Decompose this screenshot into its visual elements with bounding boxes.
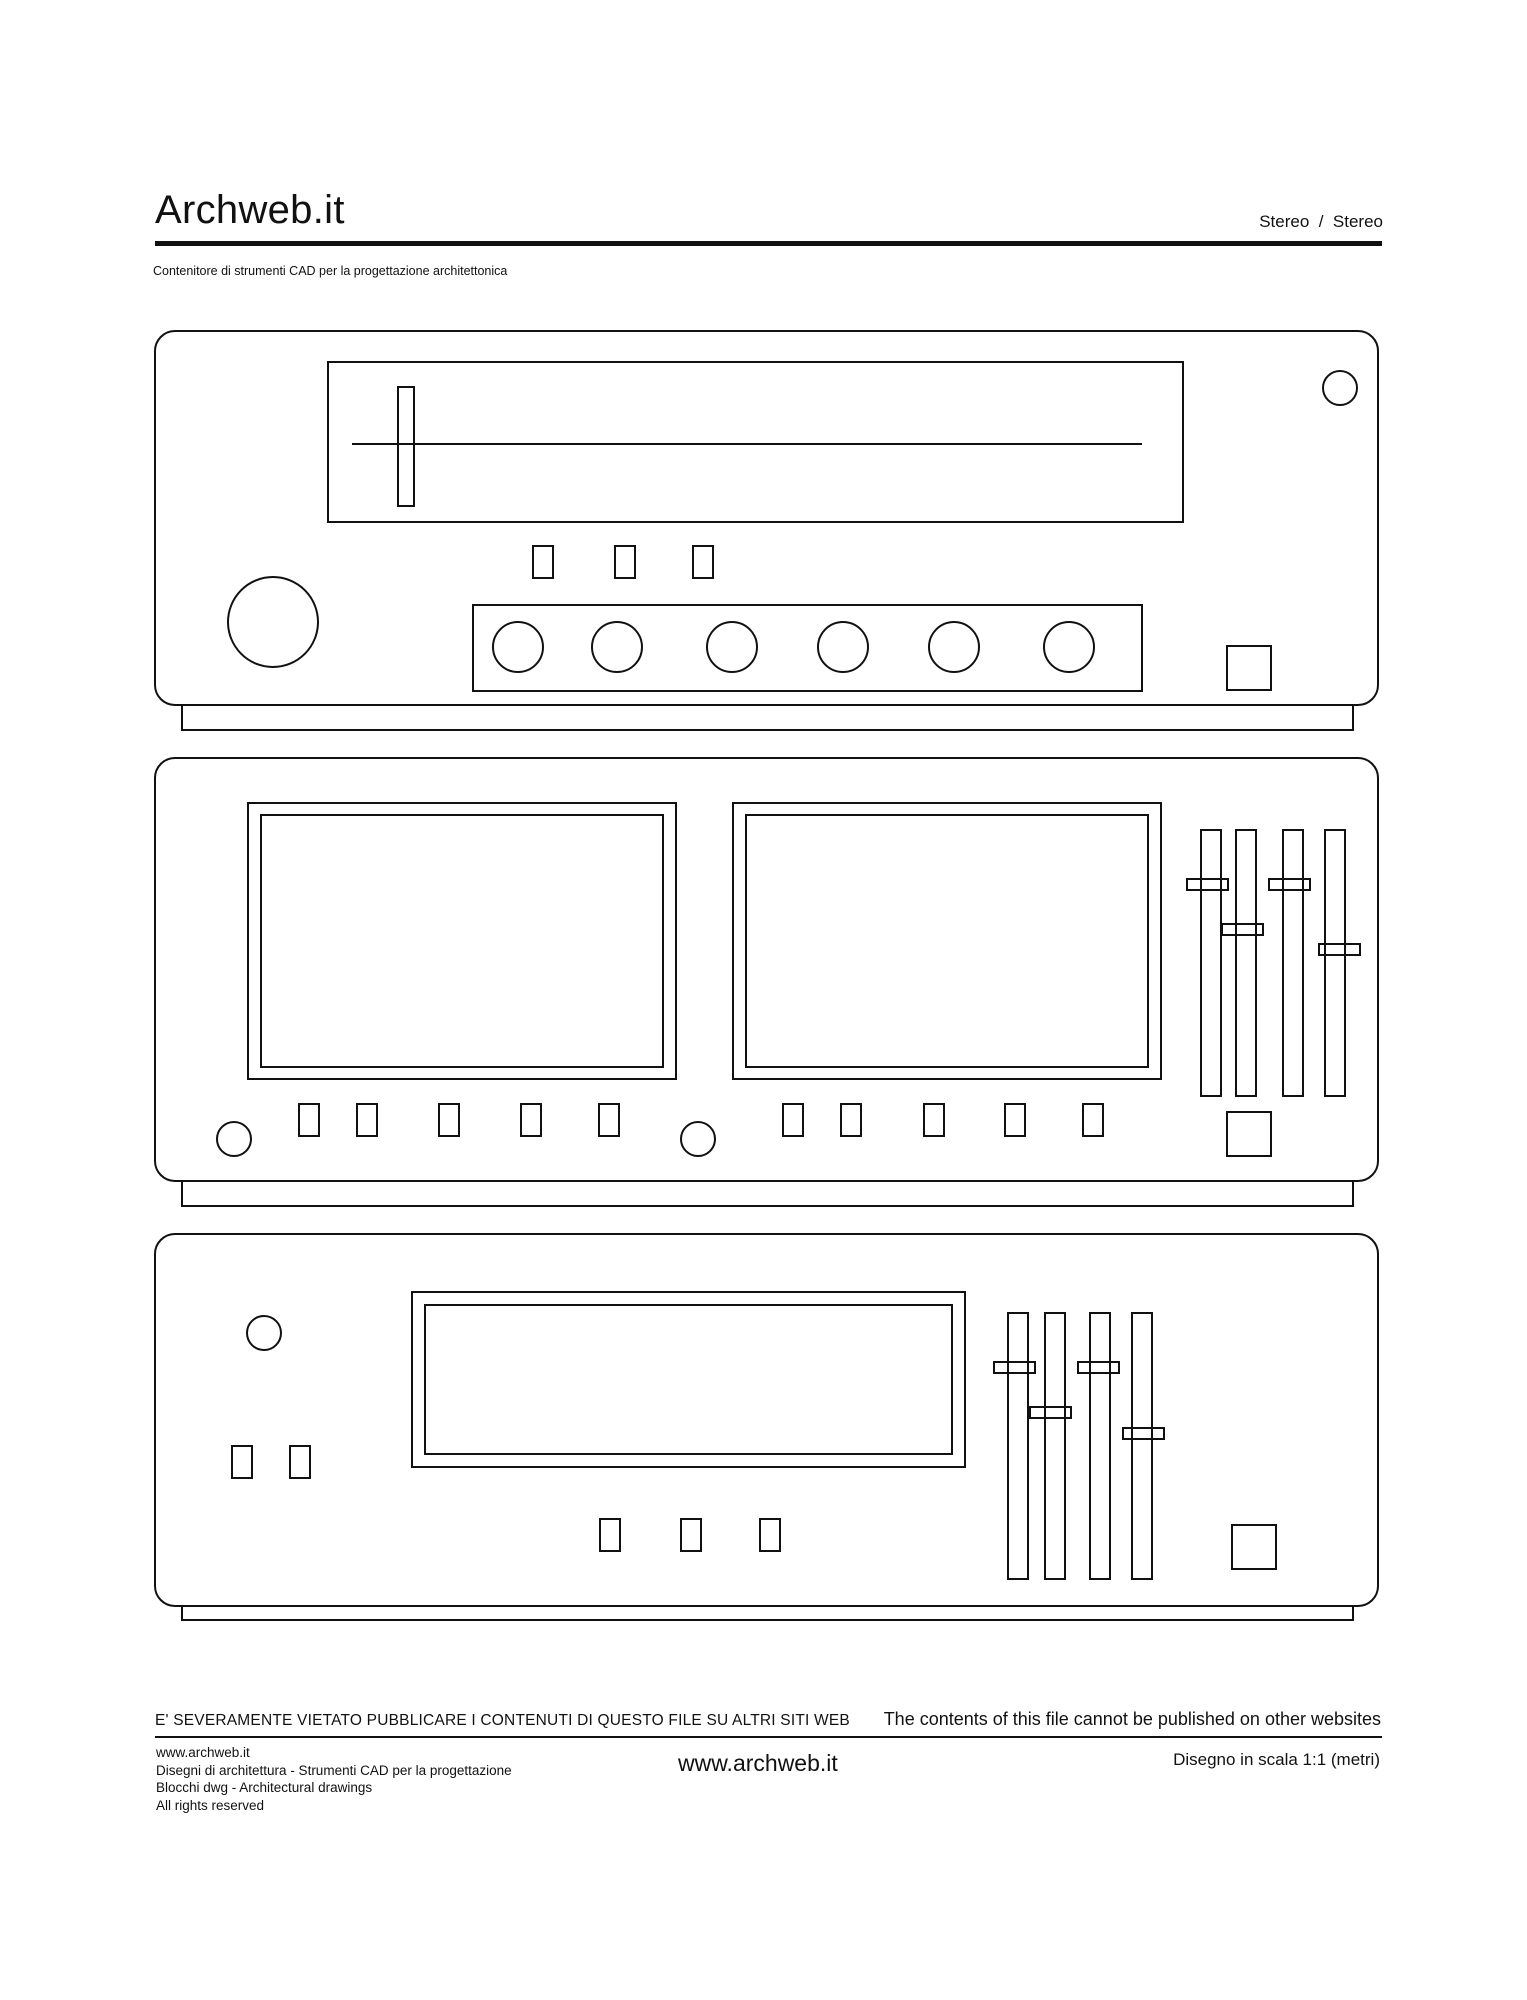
deck-b-window <box>746 815 1148 1067</box>
deck-b-button <box>841 1104 861 1136</box>
amplifier-button <box>290 1446 310 1478</box>
tuner-knob <box>818 622 868 672</box>
deck-slider-track <box>1283 830 1303 1096</box>
tuner-tuning-knob <box>228 577 318 667</box>
tuner-preset-button <box>693 546 713 578</box>
amp-slider-knob <box>1078 1362 1119 1373</box>
tuner-body <box>155 331 1378 705</box>
amplifier-square-button <box>1232 1525 1276 1569</box>
deck-a-outer <box>248 803 676 1079</box>
tagline: Contenitore di strumenti CAD per la progettazione architettonica <box>153 264 508 278</box>
deck-a-button <box>599 1104 619 1136</box>
brand-logo: Archweb.it <box>155 188 345 232</box>
tuner-preset-button <box>533 546 553 578</box>
deck-b-button <box>924 1104 944 1136</box>
amplifier-button <box>681 1519 701 1551</box>
tuner-square-button <box>1227 646 1271 690</box>
cassette-deck-unit <box>155 758 1378 1181</box>
amp-slider-track <box>1008 1313 1028 1579</box>
tuner-power-led <box>1323 371 1357 405</box>
amplifier-button <box>760 1519 780 1551</box>
spacer-plate <box>182 705 1353 730</box>
deck-b-outer <box>733 803 1161 1079</box>
credits-line: Disegni di architettura - Strumenti CAD per la progettazione <box>156 1762 512 1778</box>
amp-slider-knob <box>1123 1428 1164 1439</box>
tuner-preset-button <box>615 546 635 578</box>
deck-b-button <box>783 1104 803 1136</box>
tuner-knob <box>493 622 543 672</box>
tuner-knob <box>707 622 757 672</box>
credits-line: www.archweb.it <box>156 1745 250 1760</box>
deck-b-button <box>1083 1104 1103 1136</box>
deck-b-button <box>1005 1104 1025 1136</box>
tuner-knob <box>1044 622 1094 672</box>
warning-english: The contents of this file cannot be published on other websites <box>883 1709 1381 1729</box>
drawing-category: Stereo / Stereo <box>1259 212 1383 231</box>
amplifier-display <box>425 1305 952 1454</box>
deck-a-button <box>439 1104 459 1136</box>
deck-a-button <box>357 1104 377 1136</box>
deck-square-button <box>1227 1112 1271 1156</box>
website-link[interactable]: www.archweb.it <box>678 1750 838 1776</box>
amplifier-button <box>232 1446 252 1478</box>
credits-line: Blocchi dwg - Architectural drawings <box>156 1780 373 1795</box>
tuner-knob <box>929 622 979 672</box>
footer-rule <box>155 1736 1382 1738</box>
drawing-scale: Disegno in scala 1:1 (metri) <box>1173 1750 1380 1769</box>
amp-slider-track <box>1045 1313 1065 1579</box>
tuner-knob-panel <box>473 605 1142 691</box>
amp-slider-track <box>1090 1313 1110 1579</box>
amplifier-display-outer <box>412 1292 965 1467</box>
warning-italian: E' SEVERAMENTE VIETATO PUBBLICARE I CONTENUTI DI QUESTO FILE SU ALTRI SITI WEB <box>155 1712 850 1729</box>
deck-slider-track <box>1201 830 1221 1096</box>
deck-slider-track <box>1236 830 1256 1096</box>
credits-block <box>156 1744 512 1814</box>
deck-a-button <box>299 1104 319 1136</box>
tuner-dial-pointer <box>398 387 414 506</box>
tuner-dial-window <box>328 362 1183 522</box>
tuner-unit <box>155 331 1378 705</box>
deck-b-led <box>681 1122 715 1156</box>
deck-a-button <box>521 1104 541 1136</box>
spacer-plate <box>182 1181 1353 1206</box>
tuner-knob <box>592 622 642 672</box>
amp-slider-track <box>1132 1313 1152 1579</box>
credits-line: All rights reserved <box>156 1797 265 1813</box>
base-plinth <box>182 1606 1353 1620</box>
deck-a-window <box>261 815 663 1067</box>
deck-a-led <box>217 1122 251 1156</box>
amplifier-led <box>247 1316 281 1350</box>
cassette-deck-body <box>155 758 1378 1181</box>
deck-slider-track <box>1325 830 1345 1096</box>
amplifier-unit <box>155 1234 1378 1606</box>
amplifier-button <box>600 1519 620 1551</box>
